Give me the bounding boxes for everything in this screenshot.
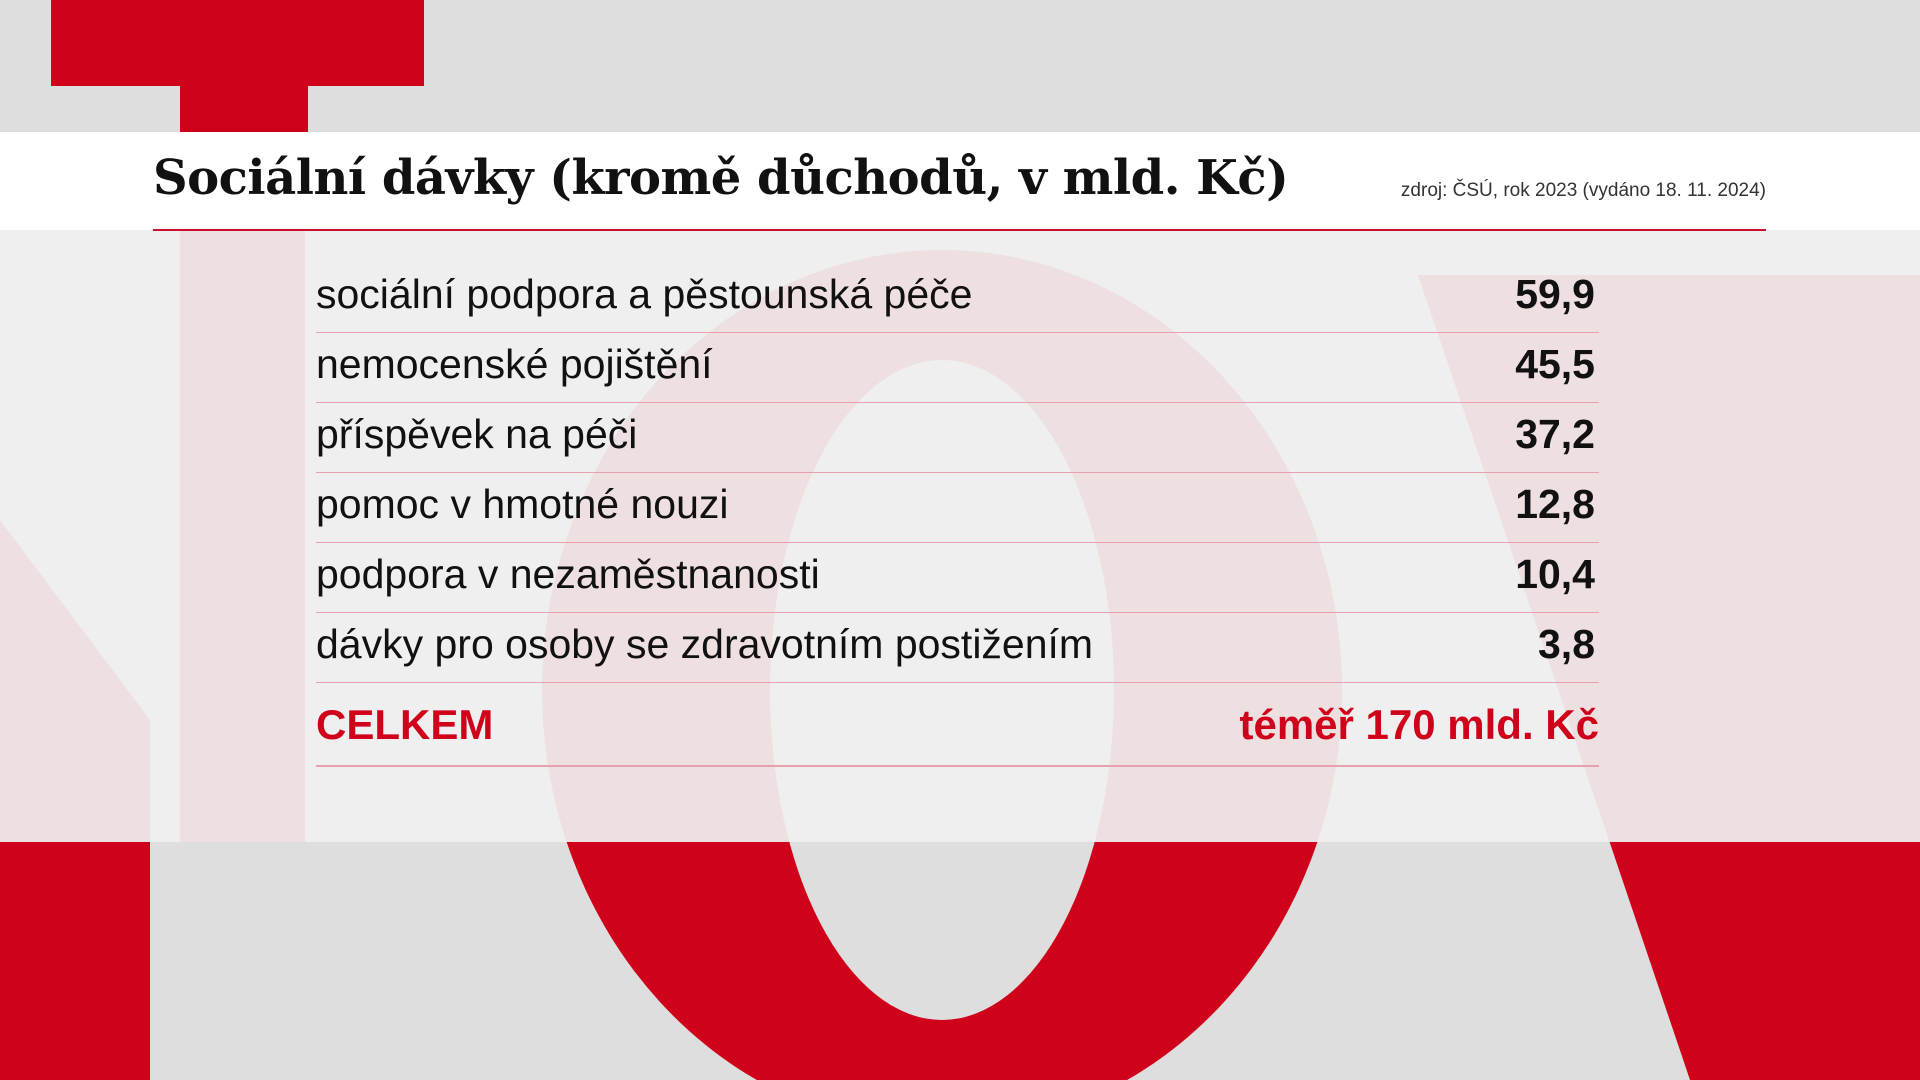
row-value: 59,9 <box>1515 271 1595 317</box>
row-label: sociální podpora a pěstounská péče <box>316 271 973 317</box>
row-value: 10,4 <box>1515 551 1595 597</box>
row-label: pomoc v hmotné nouzi <box>316 481 729 527</box>
table-row <box>316 613 1599 683</box>
row-value: 37,2 <box>1515 411 1595 457</box>
benefits-table <box>316 263 1599 767</box>
row-label: nemocenské pojištění <box>316 341 713 387</box>
row-value: 3,8 <box>1538 621 1595 667</box>
total-row <box>316 683 1599 767</box>
row-label: příspěvek na péči <box>316 411 638 457</box>
table-row <box>316 473 1599 543</box>
table-row <box>316 333 1599 403</box>
row-value: 12,8 <box>1515 481 1595 527</box>
row-label: dávky pro osoby se zdravotním postižením <box>316 621 1094 667</box>
table-row <box>316 263 1599 333</box>
row-label: podpora v nezaměstnanosti <box>316 551 820 597</box>
header-divider <box>153 229 1766 231</box>
table-row <box>316 403 1599 473</box>
total-label: CELKEM <box>316 701 494 748</box>
chart-title: Sociální dávky (kromě důchodů, v mld. Kč) <box>153 150 1289 206</box>
table-row <box>316 543 1599 613</box>
row-value: 45,5 <box>1515 341 1595 387</box>
total-value: téměř 170 mld. Kč <box>1239 701 1599 748</box>
source-note: zdroj: ČSÚ, rok 2023 (vydáno 18. 11. 2024) <box>1400 180 1766 201</box>
